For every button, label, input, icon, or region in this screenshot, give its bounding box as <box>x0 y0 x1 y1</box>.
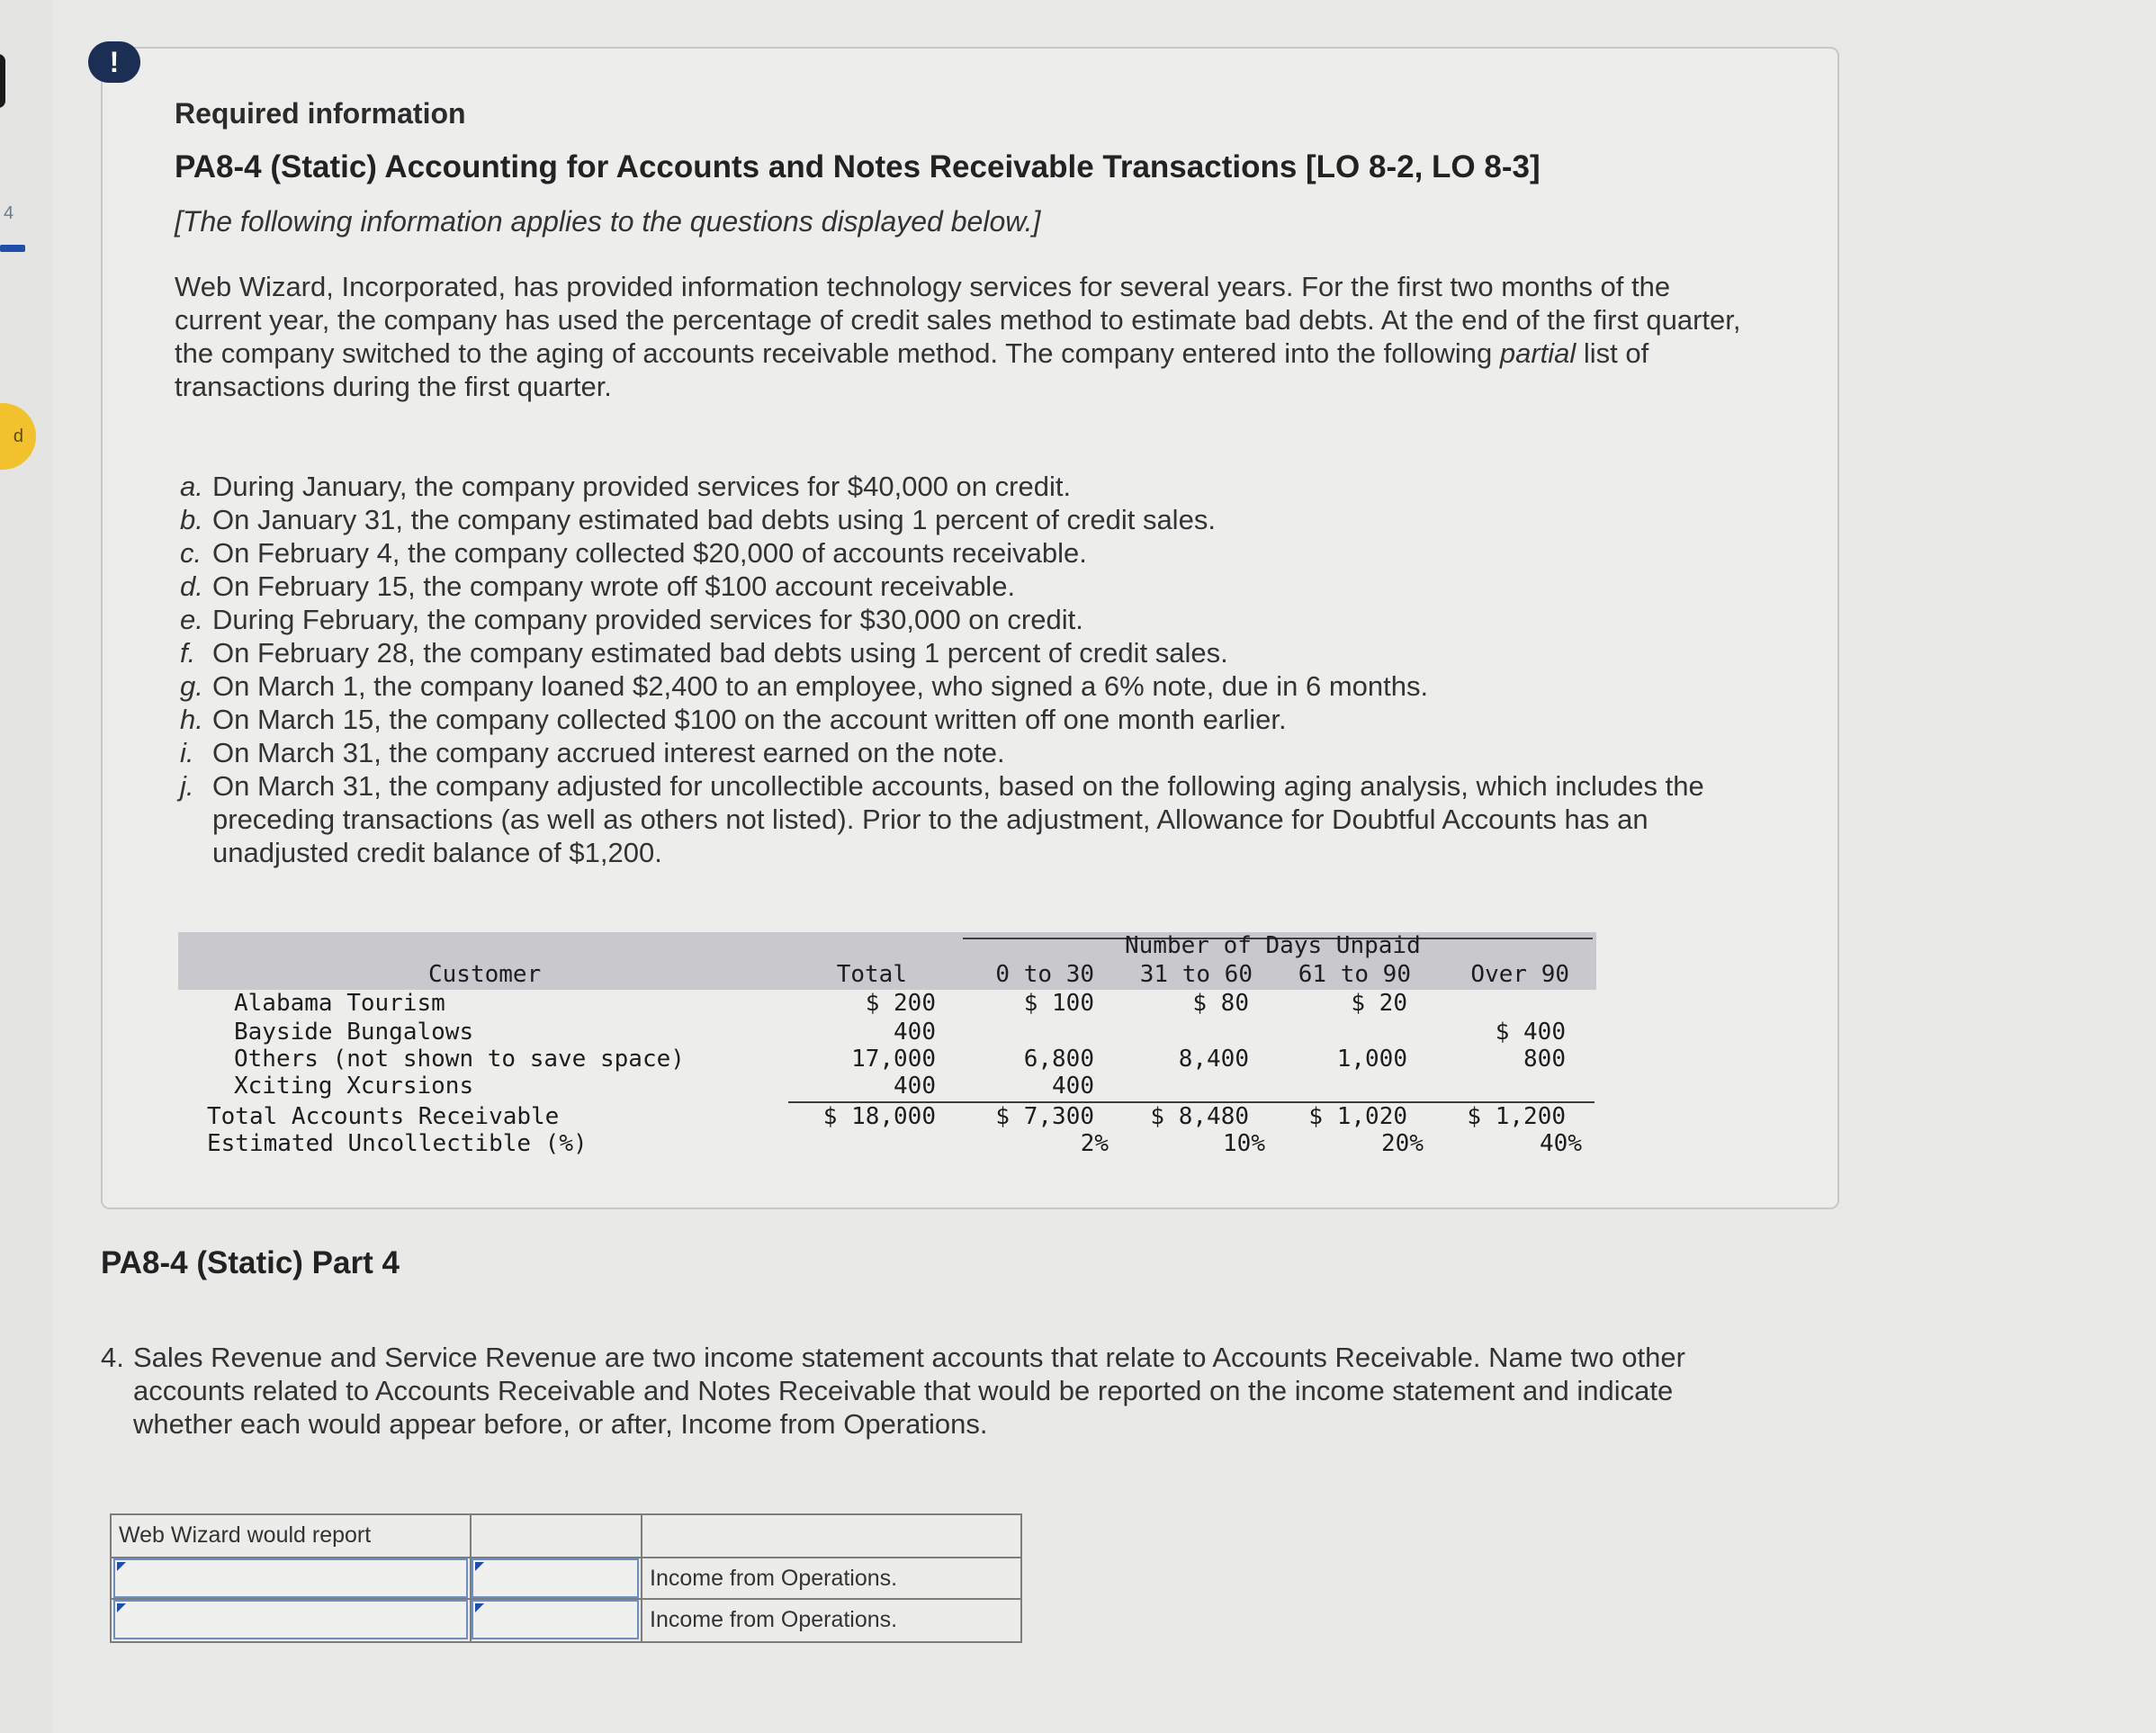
intro-italic: partial <box>1499 337 1577 369</box>
dropdown-corner-icon <box>475 1603 484 1612</box>
table-row-customer: Others (not shown to save space) <box>234 1046 685 1073</box>
required-information-label: Required information <box>175 97 466 130</box>
table-cell: 400 <box>894 1019 936 1046</box>
list-item <box>180 736 1746 769</box>
question-number: 4. <box>101 1342 124 1373</box>
list-item <box>180 536 1746 570</box>
alert-icon: ! <box>88 41 140 83</box>
rail-scroll-indicator <box>0 54 5 108</box>
row-suffix: Income from Operations. <box>650 1566 898 1591</box>
col-header-0-30: 0 to 30 <box>995 961 1094 988</box>
item-text: During January, the company provided services for $40,000 on credit. <box>212 471 1072 502</box>
list-item <box>180 636 1746 669</box>
col-header-customer: Customer <box>428 961 542 988</box>
item-letter: e. <box>180 604 203 635</box>
table-cell: $ 1,200 <box>1467 1103 1566 1130</box>
current-step-indicator <box>0 245 25 252</box>
pct-row-label: Estimated Uncollectible (%) <box>207 1130 588 1157</box>
intro-paragraph <box>175 270 1758 403</box>
dropdown-corner-icon <box>117 1562 126 1571</box>
item-text: During February, the company provided services for $30,000 on credit. <box>212 604 1083 635</box>
table-cell: $ 200 <box>865 990 936 1017</box>
aging-table <box>178 932 1596 1161</box>
table-cell: 1,000 <box>1336 1046 1407 1073</box>
table-row-customer: Xciting Xcursions <box>234 1073 474 1100</box>
answer-table <box>110 1513 1022 1643</box>
list-item <box>180 669 1746 703</box>
table-cell: $ 20 <box>1351 990 1407 1017</box>
position-select-1[interactable] <box>472 1558 639 1598</box>
item-letter: j. <box>180 770 194 802</box>
table-cell: $ 18,000 <box>822 1103 936 1130</box>
list-item <box>180 503 1746 536</box>
group-header: Number of Days Unpaid <box>1125 932 1421 959</box>
account-select-2[interactable] <box>113 1600 468 1639</box>
list-item <box>180 769 1746 869</box>
table-cell: $ 80 <box>1192 990 1249 1017</box>
question-text <box>101 1341 1756 1441</box>
transaction-list <box>180 470 1746 869</box>
item-text: On March 31, the company adjusted for uncollectible accounts, based on the following aging analysis, which includes the preceding transactions (as well as others not listed). Prior to the adjustment, Allowance for Doubtful Accounts has an unadjusted credit balance of $1,200. <box>212 770 1704 868</box>
table-cell: 40% <box>1540 1130 1582 1157</box>
item-letter: i. <box>180 737 194 768</box>
table-cell: 400 <box>1052 1073 1094 1100</box>
item-text: On March 31, the company accrued interest earned on the note. <box>212 737 1005 768</box>
item-letter: d. <box>180 570 203 602</box>
problem-title: PA8-4 (Static) Accounting for Accounts and Notes Receivable Transactions [LO 8-2, LO 8-3] <box>175 149 1541 184</box>
table-cell: 20% <box>1381 1130 1424 1157</box>
table-row-customer: Alabama Tourism <box>234 990 445 1017</box>
item-text: On February 28, the company estimated bad debts using 1 percent of credit sales. <box>212 637 1228 669</box>
list-item <box>180 603 1746 636</box>
list-item <box>180 570 1746 603</box>
intro-text: Web Wizard, Incorporated, has provided information technology services for several years. For the first two months of the current year, the company has used the percentage of credit sales method to estimate bad debts. At the end of the first quarter, the company switched to the aging of accounts receivable method. The company entered into the following <box>175 271 1741 369</box>
table-cell: 8,400 <box>1178 1046 1249 1073</box>
dropdown-corner-icon <box>475 1562 484 1571</box>
table-cell: 2% <box>1080 1130 1109 1157</box>
question-step-number[interactable]: 4 <box>4 203 14 223</box>
dropdown-corner-icon <box>117 1603 126 1612</box>
col-header-over-90: Over 90 <box>1470 961 1569 988</box>
col-header-total: Total <box>836 961 907 988</box>
item-text: On February 4, the company collected $20,000 of accounts receivable. <box>212 537 1087 569</box>
table-cell: $ 8,480 <box>1150 1103 1249 1130</box>
position-select-2[interactable] <box>472 1600 639 1639</box>
table-cell: 400 <box>894 1073 936 1100</box>
item-text: On February 15, the company wrote off $100 account receivable. <box>212 570 1016 602</box>
item-letter: h. <box>180 704 203 735</box>
col-header-61-90: 61 to 90 <box>1298 961 1411 988</box>
item-text: On March 15, the company collected $100 on the account written off one month earlier. <box>212 704 1287 735</box>
account-select-1[interactable] <box>113 1558 468 1598</box>
table-cell: $ 1,020 <box>1308 1103 1407 1130</box>
table-cell: $ 7,300 <box>995 1103 1094 1130</box>
intro-tail: list of transactions during the first quarter. <box>175 337 1649 402</box>
table-cell: 800 <box>1523 1046 1566 1073</box>
part-title: PA8-4 (Static) Part 4 <box>101 1245 400 1280</box>
answer-table-header: Web Wizard would report <box>119 1522 372 1548</box>
left-rail <box>0 0 52 1733</box>
table-cell: 10% <box>1223 1130 1265 1157</box>
applies-note: [The following information applies to the questions displayed below.] <box>175 205 1041 238</box>
item-letter: c. <box>180 537 202 569</box>
col-header-31-60: 31 to 60 <box>1139 961 1253 988</box>
item-text: On March 1, the company loaned $2,400 to an employee, who signed a 6% note, due in 6 months. <box>212 670 1429 702</box>
table-cell: 17,000 <box>851 1046 936 1073</box>
item-letter: a. <box>180 471 203 502</box>
item-letter: g. <box>180 670 203 702</box>
row-suffix: Income from Operations. <box>650 1607 898 1632</box>
item-letter: b. <box>180 504 203 535</box>
list-item <box>180 470 1746 503</box>
status-circle[interactable]: d <box>0 403 36 470</box>
question-body: Sales Revenue and Service Revenue are two income statement accounts that relate to Accounts Receivable. Name two other accounts related to Accounts Receivable and Notes Receivable that would be reported on the income statement and indicate whether each would appear before, or after, Income from Operations. <box>133 1342 1685 1440</box>
table-cell: $ 400 <box>1495 1019 1566 1046</box>
total-row-label: Total Accounts Receivable <box>207 1103 560 1130</box>
table-cell: 6,800 <box>1023 1046 1094 1073</box>
item-letter: f. <box>180 637 196 669</box>
item-text: On January 31, the company estimated bad debts using 1 percent of credit sales. <box>212 504 1216 535</box>
table-row-customer: Bayside Bungalows <box>234 1019 474 1046</box>
list-item <box>180 703 1746 736</box>
table-cell: $ 100 <box>1023 990 1094 1017</box>
